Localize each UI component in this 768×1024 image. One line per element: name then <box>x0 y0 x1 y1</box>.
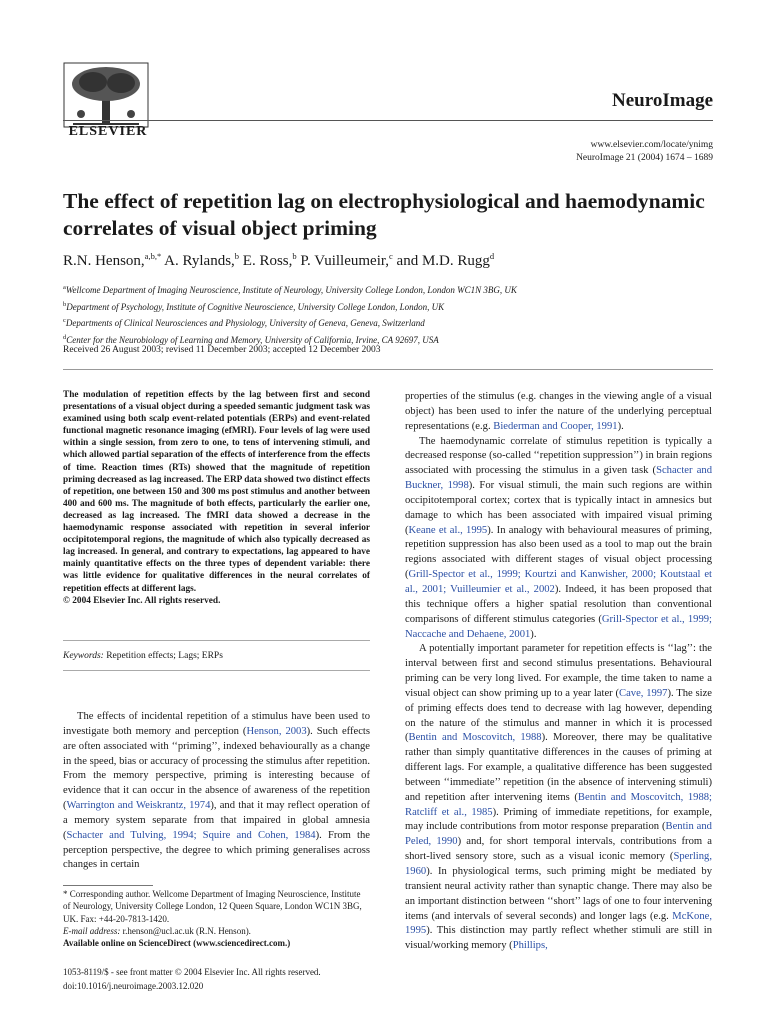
paragraph: The haemodynamic correlate of stimulus repetition is typically a decreased response (so-called ‘‘repetition suppression’’) in brain regions associated with processing the stimulus in a given task (Schacter and Buckner, 1998). For visual stimuli, the main such regions are within occipitotemporal cortex; cortex that is typically intact in amnesics but damage to which has been associated with impaired visual priming (Keane et al., 1995). In analogy with behavioural measures of priming, repetition suppression has also been used as a tool to map out the brain regions associated with different stages of visual object processing (Grill-Spector et al., 1999; Kourtzi and Kanwisher, 2000; Koutstaal et al., 2001; Vuilleumier et al., 2002). Indeed, it has been proposed that this technique offers a higher spatial resolution than conventional comparisons of different stimulus categories (Grill-Spector et al., 1999; Naccache and Dehaene, 2001). <box>405 435 713 640</box>
header-rule <box>63 120 713 121</box>
affiliation: $^c$Departments of Clinical Neurosciences and Physiology, University of Geneva, Geneva, Switzerland <box>63 317 425 328</box>
right-column-text <box>405 390 712 954</box>
keywords <box>63 651 223 661</box>
email-address[interactable]: r.henson@ucl.ac.uk (R.N. Henson). <box>122 925 251 936</box>
footnote <box>63 888 370 949</box>
citation-link[interactable]: Bentin and Peled, 1990 <box>405 821 712 848</box>
author-name: and M.D. Rugg <box>392 253 490 269</box>
issn-line: 1053-8119/$ - see front matter © 2004 Elsevier Inc. All rights reserved. <box>63 967 321 977</box>
journal-name: NeuroImage <box>612 90 713 111</box>
front-matter <box>63 966 370 993</box>
email-label: E-mail address: <box>63 925 121 936</box>
citation-link[interactable]: Phillips, <box>512 940 548 952</box>
affiliation-mark: d <box>63 333 67 341</box>
abstract-text: The modulation of repetition effects by the lag between first and second presentations of a visual object during a speeded semantic judgment task was examined using both scalp event-related potentials (ERPs) and event-related functional magnetic resonance imaging (efMRI). Four levels of lag were used within a single session, from zero to one, to tens of intervening stimuli, and which allowed partial separation of the effects of interference from the effects of time. Reaction times (RTs) showed that the magnitude of repetition priming decreased as lag increased. The ERP data showed two distinct effects of repetition, one between 150 and 300 ms post stimulus and another between 400 and 600 ms. The magnitude of both effects, particularly the earlier one, decreased as lag increased. The fMRI data showed a decrease in the haemodynamic response associated with repetition in several inferior occipitotemporal regions, the magnitude of which also typically decreased as lag increased. In general, and contrary to expectations, lag appeared to have mainly quantitative effects on the three types of dependent variable: there was little evidence for qualitative differences in the neural correlates of repetition effects at different lags. <box>63 390 370 594</box>
doi-line[interactable]: doi:10.1016/j.neuroimage.2003.12.020 <box>63 980 204 991</box>
affiliations <box>63 281 723 347</box>
affiliation-mark: c <box>63 317 66 324</box>
paragraph: properties of the stimulus (e.g. changes in the viewing angle of a visual object) has been used to infer the nature of the underlying perceptual representations (e.g. Biederman and Cooper, 1991). <box>405 391 712 432</box>
citation-link[interactable]: Sperling, 1960 <box>405 851 712 877</box>
citation-link[interactable]: Schacter and Tulving, 1994; Squire and Cohen, 1984 <box>66 829 316 841</box>
footnote-rule <box>63 885 153 886</box>
paragraph: A potentially important parameter for repetition effects is ‘‘lag’’: the interval between first and second stimulus presentations. Behavioural priming can be very long lived. For example, the time taken to name a visual object can show priming up to a year later (Cave, 1997). The size of priming effects does tend to decrease with lag however, depending on the nature of the stimulus and manner in which it is processed (Bentin and Moscovitch, 1988). Moreover, there may be qualitative rather than simply quantitative differences in the causes of priming at different lags. For example, a qualitative difference has been suggested between ‘‘immediate’’ repetition (in the absence of intervening stimuli) and repetition after intervening items (Bentin and Moscovitch, 1988; Ratcliff et al., 1985). Priming of immediate repetitions, for example, may include contributions from motor response preparation (Bentin and Peled, 1990) and, for short temporal intervals, contributions from a short-lived sensory store, such as a visual iconic memory (Sperling, 1960). In physiological terms, such priming might be mediated by transient neural activity rather than synaptic change. There may also be an important distinction between ‘‘short’’ lags of one to four intervening items (and intervals of several seconds) and longer lags (e.g. McKone, 1995). This distinction may partly reflect whether stimuli are still in visual/working memory (Phillips, <box>405 643 712 952</box>
author-affiliation-mark: c <box>389 251 393 261</box>
received-dates: Received 26 August 2003; revised 11 December 2003; accepted 12 December 2003 <box>63 345 381 355</box>
divider <box>63 670 370 671</box>
citation-link[interactable]: Henson, 2003 <box>246 725 307 737</box>
divider <box>63 369 713 370</box>
corresponding-author: * Corresponding author. Wellcome Department of Imaging Neuroscience, Institute of Neurology, University College London, 12 Queen Square, London WC1N 3BG, UK. Fax: +44-20-7813-1420. <box>63 889 362 924</box>
introduction-text <box>63 710 370 873</box>
author-name: R.N. Henson, <box>63 253 145 269</box>
tree-logo-icon <box>63 62 149 128</box>
online-availability: Available online on ScienceDirect (www.sciencedirect.com.) <box>63 938 291 949</box>
abstract <box>63 389 370 607</box>
keywords-label: Keywords: <box>63 651 104 661</box>
citation-link[interactable]: Cave, 1997 <box>619 687 668 699</box>
copyright: © 2004 Elsevier Inc. All rights reserved. <box>63 595 221 606</box>
keywords-text: Repetition effects; Lags; ERPs <box>106 651 223 661</box>
affiliation: $^d$Center for the Neurobiology of Learning and Memory, University of California, Irvine, CA 92697, USA <box>63 333 439 345</box>
author-affiliation-mark: a,b,* <box>144 251 162 261</box>
author-name: A. Rylands, <box>161 253 235 269</box>
affiliation-mark: a <box>63 284 66 291</box>
divider <box>63 640 370 641</box>
citation-link[interactable]: Schacter and Buckner, 1998 <box>405 465 712 492</box>
citation-link[interactable]: Bentin and Moscovitch, 1988; Ratcliff et al., 1985 <box>405 791 712 818</box>
author-affiliation-mark: b <box>234 251 240 261</box>
author-list <box>63 251 723 270</box>
journal-citation: NeuroImage 21 (2004) 1674 – 1689 <box>576 153 713 163</box>
author-name: P. Vuilleumeir, <box>296 253 390 269</box>
citation-link[interactable]: Grill-Spector et al., 1999; Naccache and Dehaene, 2001 <box>405 613 712 640</box>
citation-link[interactable]: Warrington and Weiskrantz, 1974 <box>66 800 211 812</box>
citation-link[interactable]: Bentin and Moscovitch, 1988 <box>408 732 542 744</box>
publisher-name: ELSEVIER <box>68 124 148 139</box>
citation-link[interactable]: Biederman and Cooper, 1991 <box>493 420 618 432</box>
author-name: E. Ross, <box>239 253 293 269</box>
affiliation: $^b$Department of Psychology, Institute of Cognitive Neuroscience, University College London, London, UK <box>63 300 445 312</box>
affiliation: $^a$Wellcome Department of Imaging Neuroscience, Institute of Neurology, University College London, London WC1N 3BG, UK <box>63 284 517 295</box>
article-title: The effect of repetition lag on electrophysiological and haemodynamic correlates of visual object priming <box>63 189 705 240</box>
paragraph: The effects of incidental repetition of a stimulus have been used to investigate both memory and perception (Henson, 2003). Such effects are often associated with ‘‘priming’’, indexed behaviourally as a change in the speed, bias or accuracy of processing the stimulus after repetition. From the memory perspective, priming is interesting because of evidence that it can occur in the absence of awareness of the repetition (Warrington and Weiskrantz, 1974), and that it may reflect operation of a memory system separate from that impaired in global amnesia (Schacter and Tulving, 1994; Squire and Cohen, 1984). From the perception perspective, the degree to which priming generalises across changes in certain <box>63 711 370 871</box>
citation-link[interactable]: Keane et al., 1995 <box>408 524 488 536</box>
author-affiliation-mark: b <box>292 251 297 261</box>
email-line <box>63 925 370 937</box>
affiliation-mark: b <box>63 300 67 308</box>
journal-url[interactable]: www.elsevier.com/locate/ynimg <box>590 140 713 150</box>
author-affiliation-mark: d <box>489 251 495 261</box>
citation-link[interactable]: Grill-Spector et al., 1999; Kourtzi and Kanwisher, 2000; Koutstaal et al., 2001; Vuilleumier et al., 2002 <box>405 569 712 595</box>
citation-link[interactable]: McKone, 1995 <box>405 910 712 937</box>
journal-info <box>576 139 713 165</box>
